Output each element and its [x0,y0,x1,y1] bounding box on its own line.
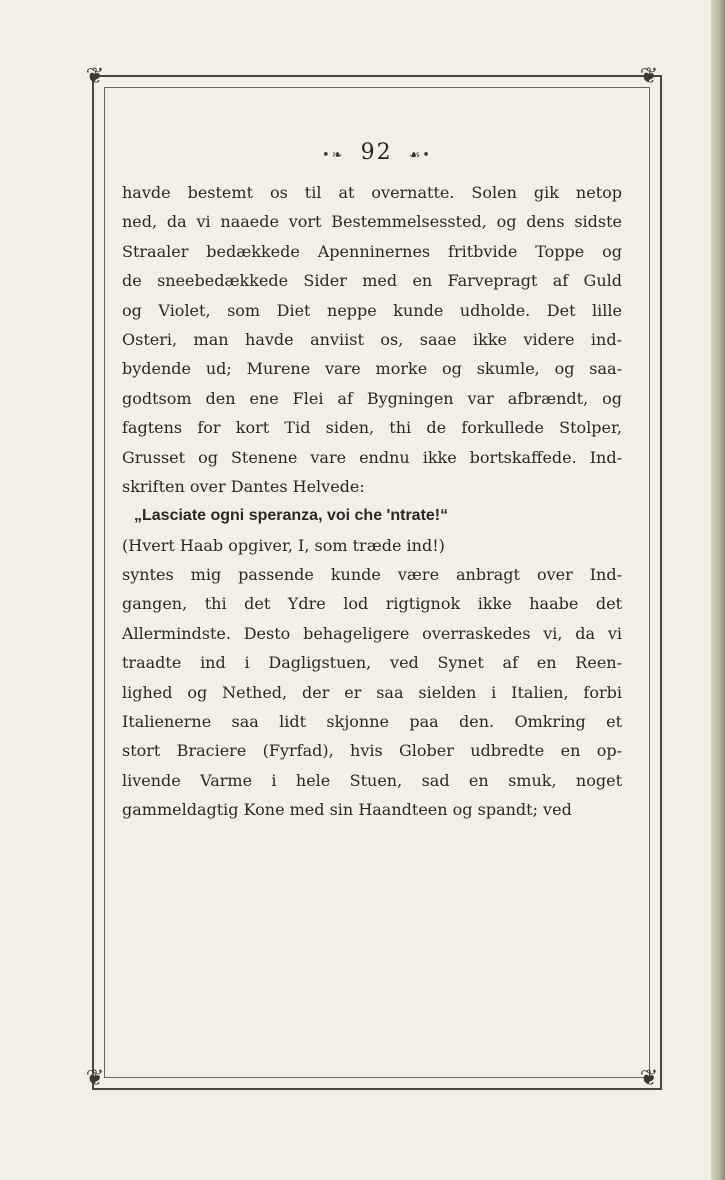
right-ornament-icon: ☙• [408,148,432,163]
text-line: Allermindste. Desto behageligere overraskedes vi, da vi [122,623,622,643]
text-line: ned, da vi naaede vort Bestemmelsessted, og dens sidste [122,212,622,232]
text-line: bydende ud; Murene vare morke og skumle, og saa- [122,359,622,379]
text-line: gangen, thi det Ydre lod rigtignok ikke haabe det [122,594,622,614]
text-line: skriften over Dantes Helvede: [122,476,365,496]
text-line: gammeldagtig Kone med sin Haandteen og spandt; ved [122,800,572,820]
left-ornament-icon: •❧ [322,148,345,163]
page-edge [711,0,725,1180]
corner-ornament-icon: ❦ [639,1066,659,1091]
text-line: de sneebedækkede Sider med en Farvepragt af Guld [122,271,622,291]
corner-ornament-icon: ❦ [639,64,659,89]
text-line: syntes mig passende kunde være anbragt over Ind- [122,565,622,585]
corner-ornament-icon: ❦ [85,64,105,89]
body-text [122,178,622,825]
text-line: Grusset og Stenene vare endnu ikke bortskaffede. Ind- [122,447,622,467]
text-line: Italienerne saa lidt skjonne paa den. Omkring et [122,712,622,732]
text-line: stort Braciere (Fyrfad), hvis Glober udbredte en op- [122,741,622,761]
page-header [104,140,650,165]
text-line: godtsom den ene Flei af Bygningen var afbrændt, og [122,388,622,408]
text-line: traadte ind i Dagligstuen, ved Synet af en Reen- [122,653,622,673]
text-line: livende Varme i hele Stuen, sad en smuk, noget [122,770,622,790]
text-line: havde bestemt os til at overnatte. Solen gik netop [122,183,622,202]
page-number: 92 [360,140,393,165]
text-line: (Hvert Haab opgiver, I, som træde ind!) [122,535,445,555]
text-line: Straaler bedækkede Apenninernes fritbvide Toppe og [122,241,622,261]
text-line: Osteri, man havde anviist os, saae ikke videre ind- [122,329,622,349]
text-line: fagtens for kort Tid siden, thi de forkullede Stolper, [122,418,622,438]
text-line: lighed og Nethed, der er saa sielden i Italien, forbi [122,682,622,702]
text-line: og Violet, som Diet neppe kunde udholde. Det lille [122,300,622,320]
corner-ornament-icon: ❦ [85,1066,105,1091]
text-line: „Lasciate ogni speranza, voi che 'ntrate!“ [134,507,449,525]
